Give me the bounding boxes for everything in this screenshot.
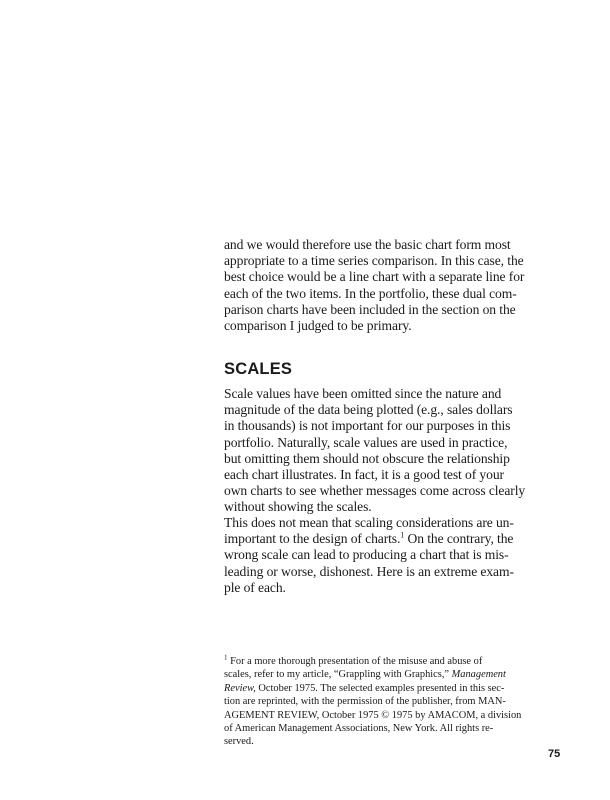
text-line: best choice would be a line chart with a separate line for — [224, 269, 525, 285]
text-line: and we would therefore use the basic chart form most — [224, 237, 511, 252]
text-line: own charts to see whether messages come across clearly — [224, 483, 526, 499]
text-line: portfolio. Naturally, scale values are used in practice, — [224, 434, 508, 450]
text-line: ple of each. — [224, 579, 286, 595]
text-line: This does not mean that scaling considerations are un- — [224, 515, 514, 530]
journal-title: Management — [451, 669, 506, 681]
text-line: appropriate to a time series comparison. In this case, the — [224, 253, 524, 269]
footnote-line — [224, 655, 544, 668]
text-segment: October 1975. The selected examples presented in this sec- — [255, 682, 505, 694]
text-line — [224, 531, 572, 547]
text-line: without showing the scales. — [224, 499, 372, 515]
intro-paragraph — [224, 237, 572, 334]
text-segment: For a more thorough presentation of the misuse and abuse of — [227, 656, 483, 667]
text-line: each of the two items. In the portfolio, these dual com- — [224, 285, 517, 301]
text-line: magnitude of the data being plotted (e.g., sales dollars — [224, 402, 513, 418]
text-line: comparison I judged to be primary. — [224, 318, 412, 334]
footnote-line: AGEMENT REVIEW, October 1975 © 1975 by AMACOM, a division — [224, 709, 522, 721]
text-line: but omitting them should not obscure the relationship — [224, 450, 510, 466]
scales-paragraph-1 — [224, 386, 572, 516]
text-line: leading or worse, dishonest. Here is an extreme exam- — [224, 563, 514, 579]
scales-paragraph-2 — [224, 515, 572, 596]
text-line: Scale values have been omitted since the nature and — [224, 386, 502, 401]
text-line: in thousands) is not important for our purposes in this — [224, 418, 511, 434]
footnote-line — [224, 682, 544, 695]
text-segment: important to the design of charts. — [224, 531, 401, 547]
footnote-line — [224, 668, 544, 681]
footnote-reference: 1 — [400, 530, 405, 540]
footnote-marker: 1 — [224, 653, 228, 662]
section-heading-scales: SCALES — [224, 360, 293, 378]
page-number: 75 — [548, 748, 561, 760]
text-line: parison charts have been included in the section on the — [224, 301, 516, 317]
footnote — [224, 655, 544, 749]
text-line: wrong scale can lead to producing a chart that is mis- — [224, 547, 509, 563]
footnote-line: served. — [224, 736, 254, 748]
text-segment: scales, refer to my article, “Grappling with Graphics,” — [224, 669, 452, 681]
journal-title: Review, — [224, 682, 256, 694]
footnote-line: of American Management Associations, New York. All rights re- — [224, 723, 494, 735]
text-segment: On the contrary, the — [404, 531, 514, 547]
text-line: each chart illustrates. In fact, it is a good test of your — [224, 467, 504, 483]
footnote-line: tion are reprinted, with the permission of the publisher, from MAN- — [224, 696, 506, 708]
